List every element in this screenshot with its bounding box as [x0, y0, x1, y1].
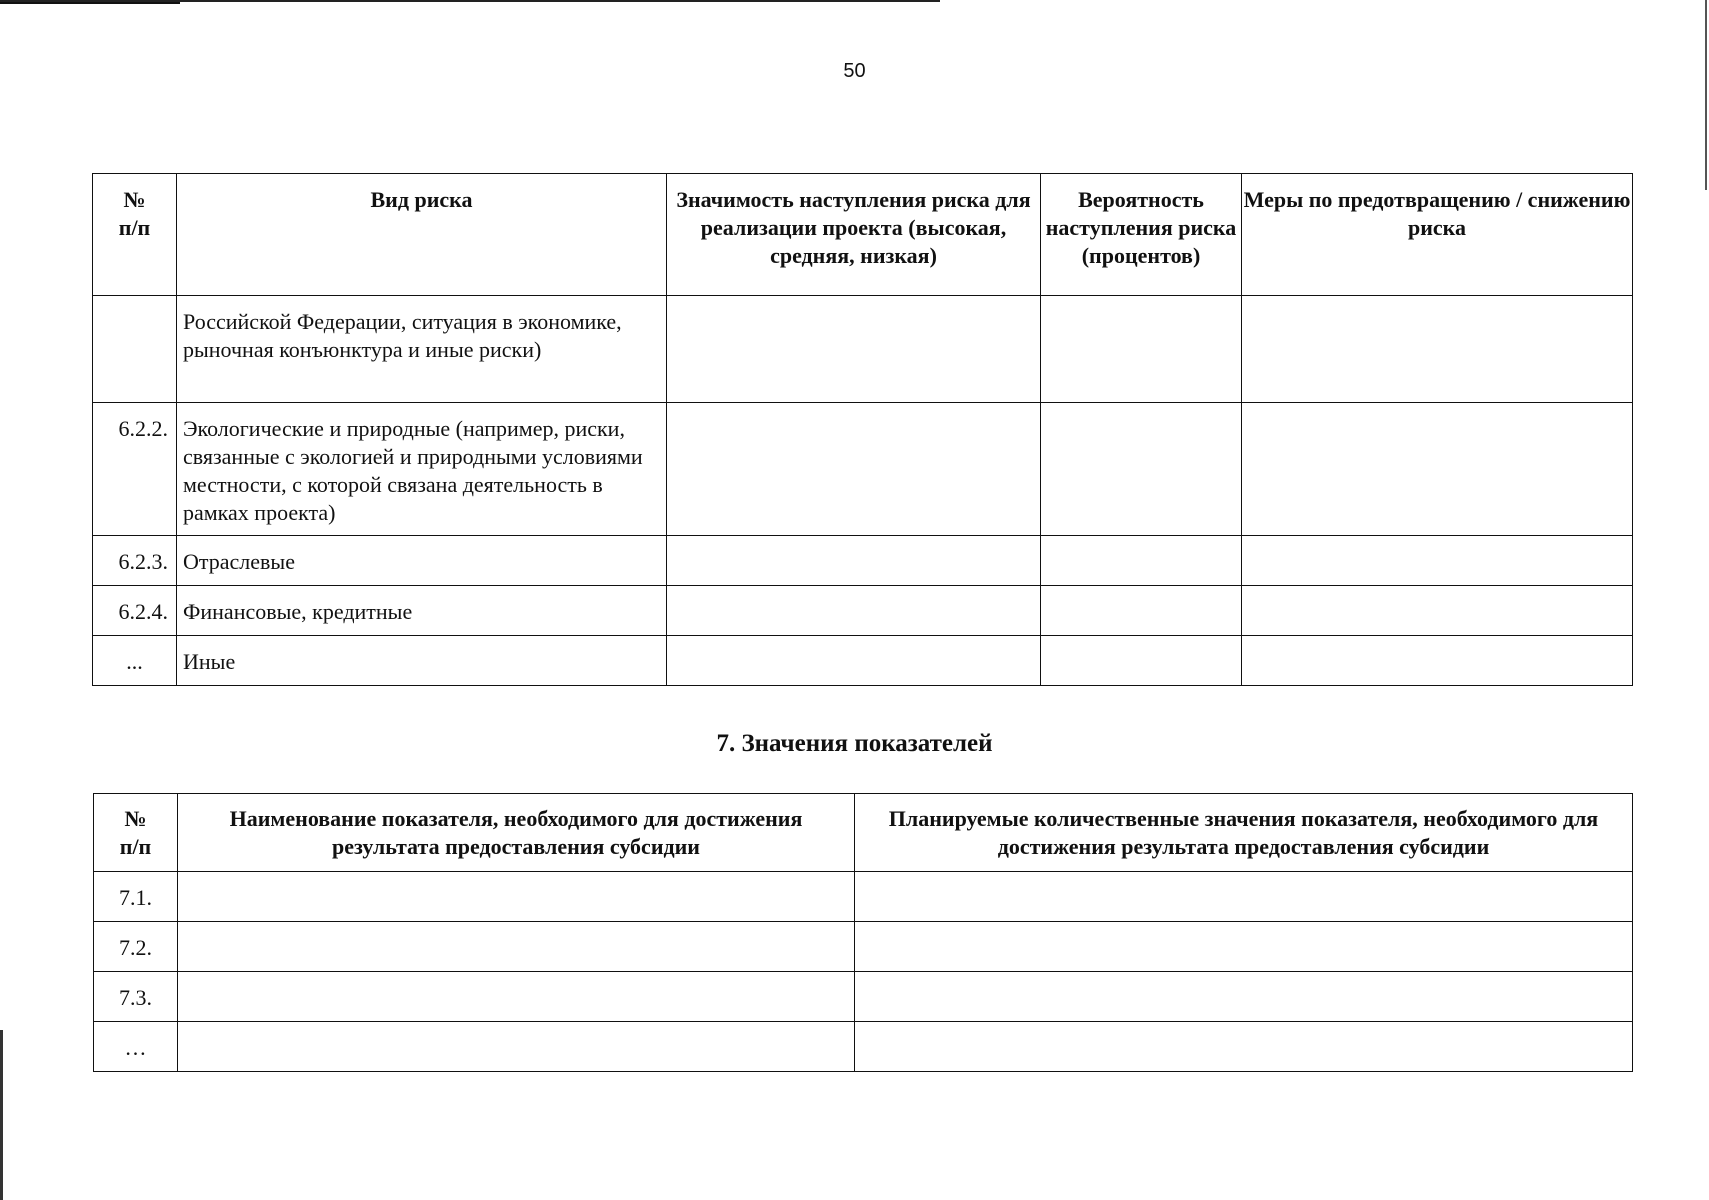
- row-significance: [667, 403, 1041, 536]
- table-row: [94, 972, 1633, 1022]
- row-indicator-name: [178, 972, 855, 1022]
- row-num: 7.2.: [94, 922, 178, 972]
- table-row: [93, 586, 1633, 636]
- scan-edge-top-dark: [0, 2, 180, 4]
- header-risk-type: Вид риска: [177, 174, 667, 296]
- row-probability: [1041, 536, 1242, 586]
- row-num: ...: [93, 636, 177, 686]
- header-num: № п/п: [94, 794, 178, 872]
- row-measures: [1242, 586, 1633, 636]
- header-probability: Вероятность наступления риска (процентов): [1041, 174, 1242, 296]
- row-num: [93, 296, 177, 403]
- table-row: [93, 296, 1633, 403]
- header-significance: Значимость наступления риска для реализации проекта (высокая, средняя, низкая): [667, 174, 1041, 296]
- row-planned-value: [855, 1022, 1633, 1072]
- table-row: [93, 636, 1633, 686]
- row-probability: [1041, 403, 1242, 536]
- row-significance: [667, 536, 1041, 586]
- header-measures: Меры по предотвращению / снижению риска: [1242, 174, 1633, 296]
- table-row: [94, 872, 1633, 922]
- section-title: 7. Значения показателей: [716, 730, 993, 757]
- header-planned-values: Планируемые количественные значения показателя, необходимого для достижения результата предоставления субсидии: [855, 794, 1633, 872]
- scan-edge-left: [0, 1030, 3, 1200]
- row-risk-type: Отраслевые: [177, 536, 667, 586]
- row-risk-type: Экологические и природные (например, риски, связанные с экологией и природными условиями местности, с которой связана деятельность в рамках проекта): [177, 403, 667, 536]
- row-measures: [1242, 536, 1633, 586]
- risk-table: [92, 173, 1633, 686]
- row-num: 6.2.3.: [93, 536, 177, 586]
- row-measures: [1242, 403, 1633, 536]
- row-probability: [1041, 586, 1242, 636]
- row-measures: [1242, 296, 1633, 403]
- row-risk-type: Российской Федерации, ситуация в экономике, рыночная конъюнктура и иные риски): [177, 296, 667, 403]
- row-probability: [1041, 636, 1242, 686]
- row-planned-value: [855, 872, 1633, 922]
- row-indicator-name: [178, 922, 855, 972]
- header-num: № п/п: [93, 174, 177, 296]
- row-measures: [1242, 636, 1633, 686]
- row-planned-value: [855, 972, 1633, 1022]
- row-risk-type: Финансовые, кредитные: [177, 586, 667, 636]
- page-number: 50: [843, 60, 866, 82]
- risk-table-header-row: [93, 174, 1633, 296]
- table-row: [94, 922, 1633, 972]
- row-probability: [1041, 296, 1242, 403]
- row-num: 6.2.4.: [93, 586, 177, 636]
- row-indicator-name: [178, 872, 855, 922]
- row-num: …: [94, 1022, 178, 1072]
- row-significance: [667, 296, 1041, 403]
- table-row: [93, 403, 1633, 536]
- table-row: [93, 536, 1633, 586]
- row-significance: [667, 636, 1041, 686]
- scan-edge-right: [1705, 0, 1707, 190]
- row-indicator-name: [178, 1022, 855, 1072]
- row-num: 7.3.: [94, 972, 178, 1022]
- indicators-header-row: [94, 794, 1633, 872]
- row-num: 7.1.: [94, 872, 178, 922]
- header-indicator-name: Наименование показателя, необходимого для достижения результата предоставления субсидии: [178, 794, 855, 872]
- indicators-table: [93, 793, 1633, 1072]
- row-risk-type: Иные: [177, 636, 667, 686]
- row-significance: [667, 586, 1041, 636]
- row-planned-value: [855, 922, 1633, 972]
- table-row: [94, 1022, 1633, 1072]
- row-num: 6.2.2.: [93, 403, 177, 536]
